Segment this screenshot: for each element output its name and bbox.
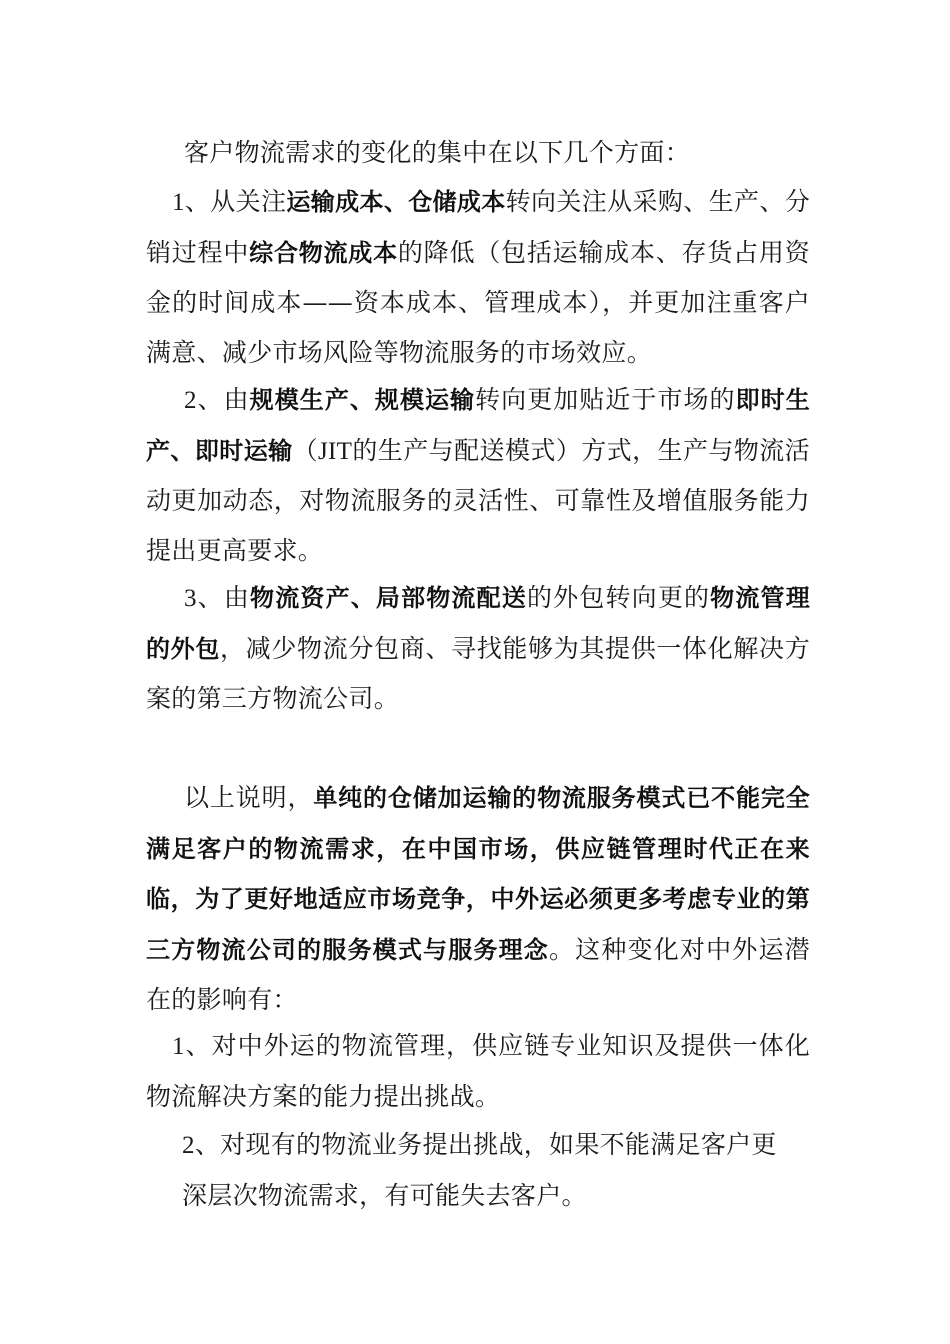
impact-2-line-1: [182, 1130, 777, 1159]
impact-2-text-a: 、对现有的物流业务提出挑战，如果不能满足客户更: [194, 1130, 777, 1159]
impact-1-number: 1: [172, 1033, 185, 1060]
point-2-number: 2: [184, 387, 197, 414]
point-2-text-b: 转向更加贴近于市场的: [475, 385, 736, 414]
point-1-bold-b: 综合物流成本: [249, 238, 398, 267]
intro-text: 客户物流需求的变化的集中在以下几个方面：: [184, 138, 691, 167]
point-3-number: 3: [184, 585, 197, 612]
point-2-text-c: （: [292, 435, 319, 465]
point-2-bold-a: 规模生产、规模运输: [249, 386, 476, 414]
point-3-bold-a: 物流资产、局部物流配送: [250, 584, 527, 612]
point-1-number: 1: [172, 189, 185, 216]
impact-2-number: 2: [182, 1132, 195, 1159]
intro-paragraph: [146, 128, 810, 178]
conclusion-paragraph: [146, 773, 810, 1025]
impact-1-paragraph: [146, 1021, 810, 1121]
point-2-bold-b: 即时生产、即时运输: [146, 386, 810, 465]
conclusion-bold: 单纯的仓储加运输的物流服务模式已不能完全满足客户的物流需求，在中国市场，供应链管理时代正在来临，为了更好地适应市场竞争，中外运必须更多考虑专业的第三方物流公司的服务模式与服务理念: [146, 784, 810, 964]
impact-2-text-b: 深层次物流需求，有可能失去客户。: [182, 1180, 587, 1210]
point-2-text-d: 的生产与配送模式）方式，生产与物流活动更加动态，对物流服务的灵活性、可靠性及增值服务能力提出更高要求。: [146, 435, 810, 565]
point-3-paragraph: [146, 573, 810, 724]
conclusion-text-a: 以上说明，: [184, 783, 314, 812]
point-1-paragraph: [146, 177, 810, 377]
point-3-text-b: 的外包转向更的: [526, 583, 711, 612]
point-3-text-c: ，减少物流分包商、寻找能够为其提供一体化解决方案的第三方物流公司。: [146, 633, 811, 713]
point-2-text-a: 、由: [196, 385, 250, 414]
point-1-text-b: 转向关注从采购、生产、分销过程中: [146, 187, 811, 267]
point-3-bold-b: 物流管理的外包: [146, 584, 810, 663]
point-3-text-a: 、由: [196, 583, 251, 612]
point-1-bold-a: 运输成本、仓储成本: [286, 188, 506, 216]
point-1-text-c: 的降低（包括运输成本、存货占用资金的时间成本——资本成本、管理成本），并更加注重客户满意、减少市场风险等物流服务的市场效应。: [146, 237, 810, 367]
impact-1-text: 、对中外运的物流管理，供应链专业知识及提供一体化物流解决方案的能力提出挑战。: [146, 1031, 810, 1111]
point-2-jit: JIT: [318, 437, 353, 465]
impact-2-paragraph: [182, 1120, 810, 1220]
point-2-paragraph: [146, 375, 810, 575]
conclusion-text-b: 。这种变化对中外运潜在的影响有：: [146, 934, 810, 1014]
point-1-text-a: 、从关注: [184, 187, 287, 216]
